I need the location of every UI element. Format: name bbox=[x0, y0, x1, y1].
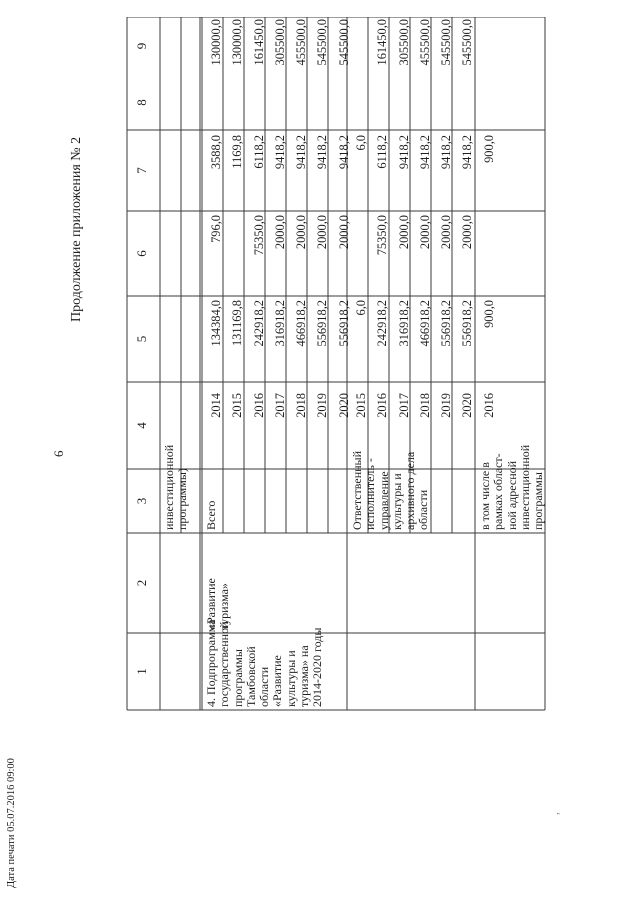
row-b-col5: 6,0 242918,2 316918,2 466918,2 556918,2 556918,2 bbox=[354, 300, 475, 347]
row-a-col3-top-text: инвестиционной программы) bbox=[162, 444, 190, 530]
row-b-col6: 75350,0 2000,0 2000,0 2000,0 2000,0 bbox=[375, 215, 475, 256]
col-number-8: 8 bbox=[134, 99, 149, 106]
row-a-col6: 796,0 75350,0 2000,0 2000,0 2000,0 2000,0 bbox=[209, 215, 351, 256]
rotated-page bbox=[51, 17, 561, 865]
row-b-col7: 6,0 6118,2 9418,2 9418,2 9418,2 9418,2 bbox=[354, 135, 475, 170]
row-c-col9 bbox=[479, 19, 500, 73]
row-a-col7: 3588,0 1169,8 6118,2 9418,2 9418,2 9418,2 9418,2 bbox=[209, 135, 351, 170]
col-number-2: 2 bbox=[134, 579, 149, 587]
col-number-5: 5 bbox=[134, 335, 149, 343]
row-b-col9: 161450,0 305500,0 455500,0 545500,0 545500,0 bbox=[375, 19, 475, 66]
row-a-col9: 130000,0 130000,0 161450,0 305500,0 455500,0 545500,0 545500,0 bbox=[209, 19, 351, 66]
row-a-col3-total: Всего bbox=[204, 500, 218, 530]
col-number-4: 4 bbox=[134, 422, 149, 429]
row-b-years: 2015 2016 2017 2018 2019 2020 bbox=[354, 393, 475, 418]
row-b-col3-executor: Ответственный исполнитель - управление культуры и архивного дела области bbox=[350, 450, 431, 530]
page-number: 6 bbox=[51, 450, 66, 457]
col-number-7: 7 bbox=[134, 167, 149, 174]
row-c-years: 2016 bbox=[482, 393, 496, 418]
row-c-col7: 900,0 bbox=[482, 135, 496, 163]
row-c-col6 bbox=[479, 215, 500, 292]
col-number-9: 9 bbox=[134, 42, 149, 50]
row-c-col3-investment: в том числе в рамках област- ной адресной инвестиционной программы bbox=[478, 444, 546, 530]
row-c-col5: 900,0 bbox=[482, 300, 496, 328]
row-a-years: 2014 2015 2016 2017 2018 2019 2020 bbox=[209, 393, 351, 418]
scan-mark: , bbox=[547, 812, 561, 815]
row-a-col2-name: «Развитие туризма» bbox=[204, 578, 232, 630]
print-date: Дата печати 05.07.2016 09:00 bbox=[6, 758, 17, 888]
row-a-col5: 134384,0 131169,8 242918,2 316918,2 466918,2 556918,2 556918,2 bbox=[209, 300, 351, 347]
col-number-1: 1 bbox=[134, 668, 149, 675]
row-a-col1-subprogram: 4. Подпрограмма государственной программы Тамбовской области «Развитие культуры и туризма» на 2014-2020 годы bbox=[204, 619, 325, 707]
col-number-3: 3 bbox=[134, 497, 149, 505]
header-caption: Продолжение приложения № 2 bbox=[69, 136, 84, 322]
col-number-6: 6 bbox=[134, 250, 149, 257]
